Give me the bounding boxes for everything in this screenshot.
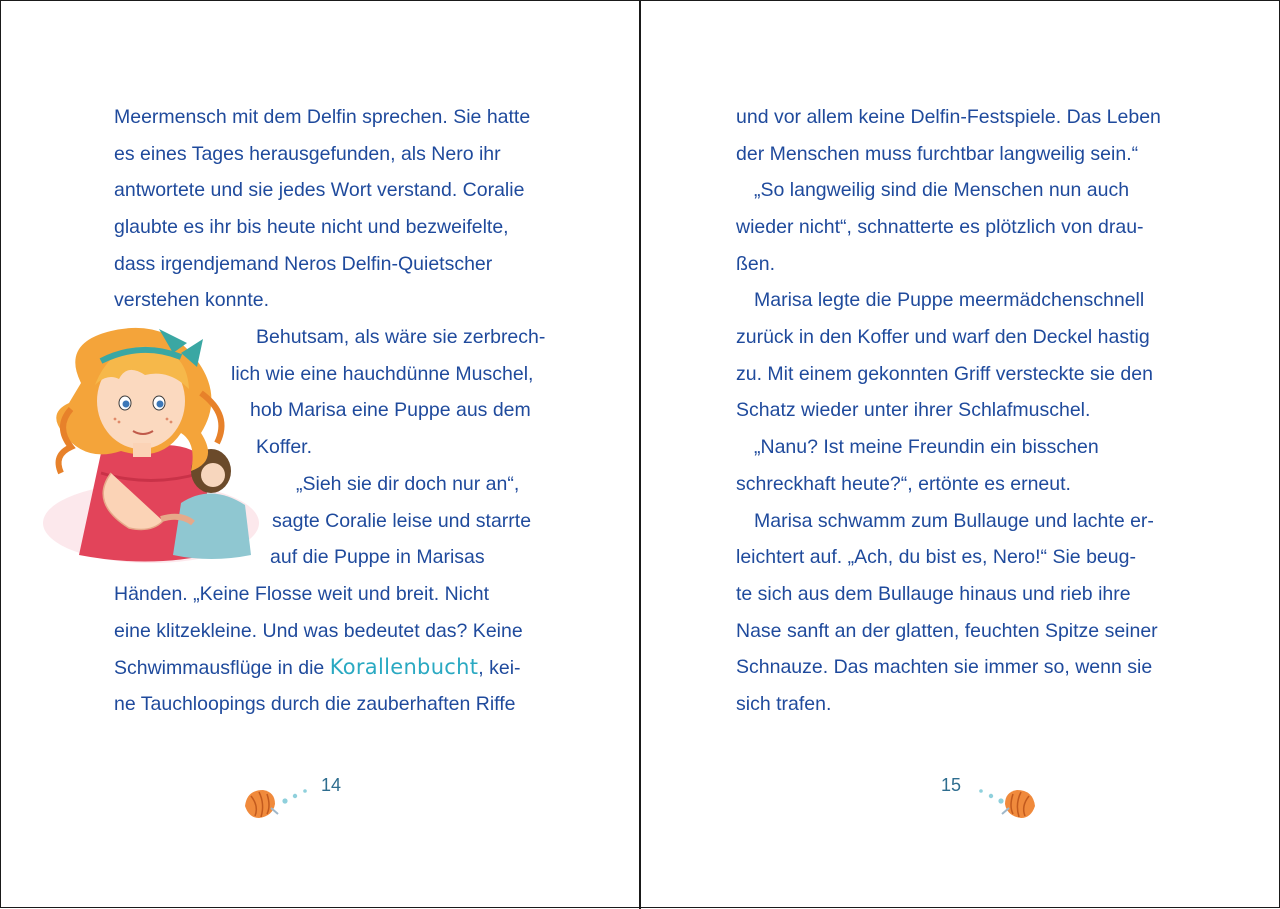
text-line: Marisa schwamm zum Bullauge und lachte er-: [754, 510, 1154, 532]
keyword-korallenbucht: Korallenbucht: [329, 655, 479, 679]
text-line: Marisa legte die Puppe meermädchenschnell: [754, 289, 1145, 311]
text-line: „So langweilig sind die Menschen nun auch: [754, 179, 1130, 201]
text-line: ne Tauchloopings durch die zauberhaften Riffe: [114, 693, 516, 715]
text-line: zurück in den Koffer und warf den Deckel hastig: [736, 326, 1150, 348]
text-line: Schnauze. Das machten sie immer so, wenn sie: [736, 656, 1153, 678]
text-line: sagte Coralie leise und starrte: [272, 510, 532, 532]
text-line: antwortete und sie jedes Wort verstand. Coralie: [114, 179, 525, 201]
seashell-icon: [1001, 784, 1039, 822]
text-line: glaubte es ihr bis heute nicht und bezweifelte,: [114, 216, 509, 238]
text-line: [114, 655, 521, 680]
text-line: eine klitzekleine. Und was bedeutet das? Keine: [114, 620, 523, 642]
text-line: Koffer.: [256, 436, 313, 458]
left-page: [1, 1, 639, 909]
text-line: es eines Tages herausgefunden, als Nero ihr: [114, 143, 501, 165]
mermaid-girl-illustration: [41, 323, 261, 571]
text-line: zu. Mit einem gekonnten Griff versteckte sie den: [736, 363, 1153, 385]
text-line: schreckhaft heute?“, ertönte es erneut.: [736, 473, 1071, 495]
text-line: Meermensch mit dem Delfin sprechen. Sie hatte: [114, 106, 531, 128]
text-line: der Menschen muss furchtbar langweilig sein.“: [736, 143, 1139, 165]
text-line: sich trafen.: [736, 693, 832, 715]
text-line: „Sieh sie dir doch nur an“,: [296, 473, 520, 495]
text-line: lich wie eine hauchdünne Muschel,: [231, 363, 534, 385]
text-line: wieder nicht“, schnatterte es plötzlich von drau-: [736, 216, 1144, 238]
text-line: Nase sanft an der glatten, feuchten Spitze seiner: [736, 620, 1158, 642]
right-page: [641, 1, 1280, 909]
text-line: verstehen konnte.: [114, 289, 270, 311]
text-line: Schatz wieder unter ihrer Schlafmuschel.: [736, 399, 1091, 421]
text-line: „Nanu? Ist meine Freundin ein bisschen: [754, 436, 1099, 458]
text-line: Behutsam, als wäre sie zerbrech-: [256, 326, 546, 348]
seashell-icon: [241, 784, 279, 822]
text-segment: , kei-: [478, 657, 521, 679]
text-segment: Schwimmausflüge in die: [114, 657, 325, 679]
text-line: dass irgendjemand Neros Delfin-Quietscher: [114, 253, 493, 275]
page-number: 14: [321, 775, 342, 795]
text-line: leichtert auf. „Ach, du bist es, Nero!“ Sie beug-: [736, 546, 1136, 568]
text-line: und vor allem keine Delfin-Festspiele. Das Leben: [736, 106, 1161, 128]
page-number: 15: [941, 775, 962, 795]
bubble-dots-icon: [279, 785, 315, 807]
text-line: ßen.: [736, 253, 776, 275]
text-line: hob Marisa eine Puppe aus dem: [250, 399, 531, 421]
text-line: Händen. „Keine Flosse weit und breit. Nicht: [114, 583, 490, 605]
text-line: te sich aus dem Bullauge hinaus und rieb ihre: [736, 583, 1131, 605]
text-line: auf die Puppe in Marisas: [270, 546, 485, 568]
